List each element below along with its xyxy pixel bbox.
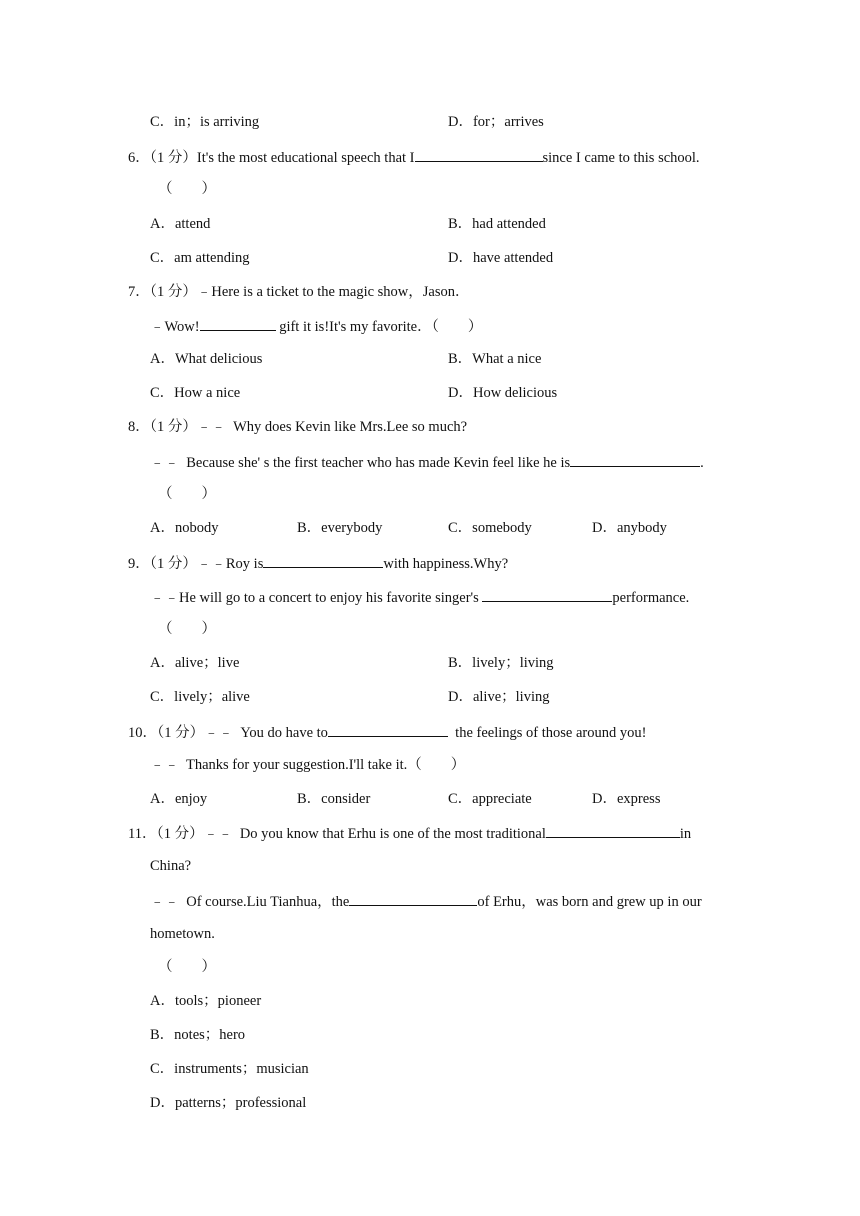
q9-option-a: A．alive；live: [150, 655, 240, 671]
q11-answer-paren: （ ）: [158, 959, 216, 975]
q11-stem-part1: 11．（1 分）﹣﹣ Do you know that Erhu is one of the most traditional: [128, 826, 546, 842]
q6-option-c: C．am attending: [150, 250, 250, 266]
q9-option-c: C．lively；alive: [150, 689, 250, 705]
answer-blank: [415, 147, 543, 162]
q8-line2-part1: ﹣﹣ Because she' s the first teacher who has made Kevin feel like he is: [150, 455, 571, 471]
q9-line2-part2: performance.: [612, 590, 690, 606]
q6-stem-part2: since I came to this school.: [542, 150, 700, 166]
q11-option-b: B．notes；hero: [150, 1027, 246, 1043]
q11-stem-part2: in: [679, 826, 692, 842]
q10-stem: [128, 722, 646, 742]
q10-option-c: C．appreciate: [448, 791, 532, 807]
answer-blank: [200, 316, 276, 331]
q7-line2: [150, 316, 482, 336]
q11-line2-part1: ﹣﹣ Of course.Liu Tianhua，the: [150, 894, 350, 910]
q6-option-d: D．have attended: [448, 250, 554, 266]
q9-stem-part2: with happiness.Why?: [383, 556, 509, 572]
q8-option-c: C．somebody: [448, 520, 532, 536]
q8-stem: 8．（1 分）﹣﹣ Why does Kevin like Mrs.Lee so much?: [128, 419, 468, 435]
q9-answer-paren: （ ）: [158, 621, 216, 637]
q11-line2-cont: hometown.: [150, 926, 215, 942]
answer-blank: [482, 587, 612, 602]
q11-option-c: C．instruments；musician: [150, 1061, 309, 1077]
q11-line2: [150, 891, 702, 911]
q7-line2-part2: gift it is!It's my favorite．（ ）: [275, 319, 483, 335]
q7-option-a: A．What delicious: [150, 351, 263, 367]
q7-stem: 7．（1 分）﹣Here is a ticket to the magic show，Jason．: [128, 284, 470, 300]
q7-option-d: D．How delicious: [448, 385, 558, 401]
q8-option-b: B．everybody: [297, 520, 383, 536]
q11-option-a: A．tools；pioneer: [150, 993, 262, 1009]
q5-option-d: D．for；arrives: [448, 114, 544, 130]
q10-option-b: B．consider: [297, 791, 371, 807]
answer-blank: [328, 722, 448, 737]
q8-option-d: D．anybody: [592, 520, 667, 536]
q7-option-b: B．What a nice: [448, 351, 542, 367]
q8-option-a: A．nobody: [150, 520, 219, 536]
q9-stem-part1: 9．（1 分）﹣﹣Roy is: [128, 556, 264, 572]
q10-option-d: D．express: [592, 791, 661, 807]
q6-option-b: B．had attended: [448, 216, 546, 232]
answer-blank: [570, 452, 700, 467]
answer-blank: [546, 823, 680, 838]
q10-stem-part2: the feelings of those around you!: [447, 725, 647, 741]
answer-blank: [349, 891, 477, 906]
q8-answer-paren: （ ）: [158, 486, 216, 502]
q7-line2-part1: ﹣Wow!: [150, 319, 200, 335]
q5-option-c: C．in；is arriving: [150, 114, 260, 130]
q10-stem-part1: 10．（1 分）﹣﹣ You do have to: [128, 725, 328, 741]
q9-stem: [128, 553, 508, 573]
q7-option-c: C．How a nice: [150, 385, 241, 401]
q6-stem-part1: 6．（1 分）It's the most educational speech that I: [128, 150, 415, 166]
q6-answer-paren: （ ）: [158, 181, 216, 197]
q11-option-d: D．patterns；professional: [150, 1095, 307, 1111]
q9-option-d: D．alive；living: [448, 689, 550, 705]
q9-line2-part1: ﹣﹣He will go to a concert to enjoy his favorite singer's: [150, 590, 483, 606]
q8-line2: [150, 452, 704, 472]
q10-option-a: A．enjoy: [150, 791, 208, 807]
q8-line2-part2: .: [700, 455, 704, 471]
q11-stem-cont: China?: [150, 858, 192, 874]
q6-stem: [128, 147, 700, 167]
answer-blank: [263, 553, 383, 568]
q9-line2: [150, 587, 689, 607]
q11-line2-part2: of Erhu，was born and grew up in our: [477, 894, 702, 910]
q6-option-a: A．attend: [150, 216, 211, 232]
q11-stem: [128, 823, 732, 843]
q9-option-b: B．lively；living: [448, 655, 554, 671]
q10-line2: ﹣﹣ Thanks for your suggestion.I'll take it.（ ）: [150, 757, 466, 773]
